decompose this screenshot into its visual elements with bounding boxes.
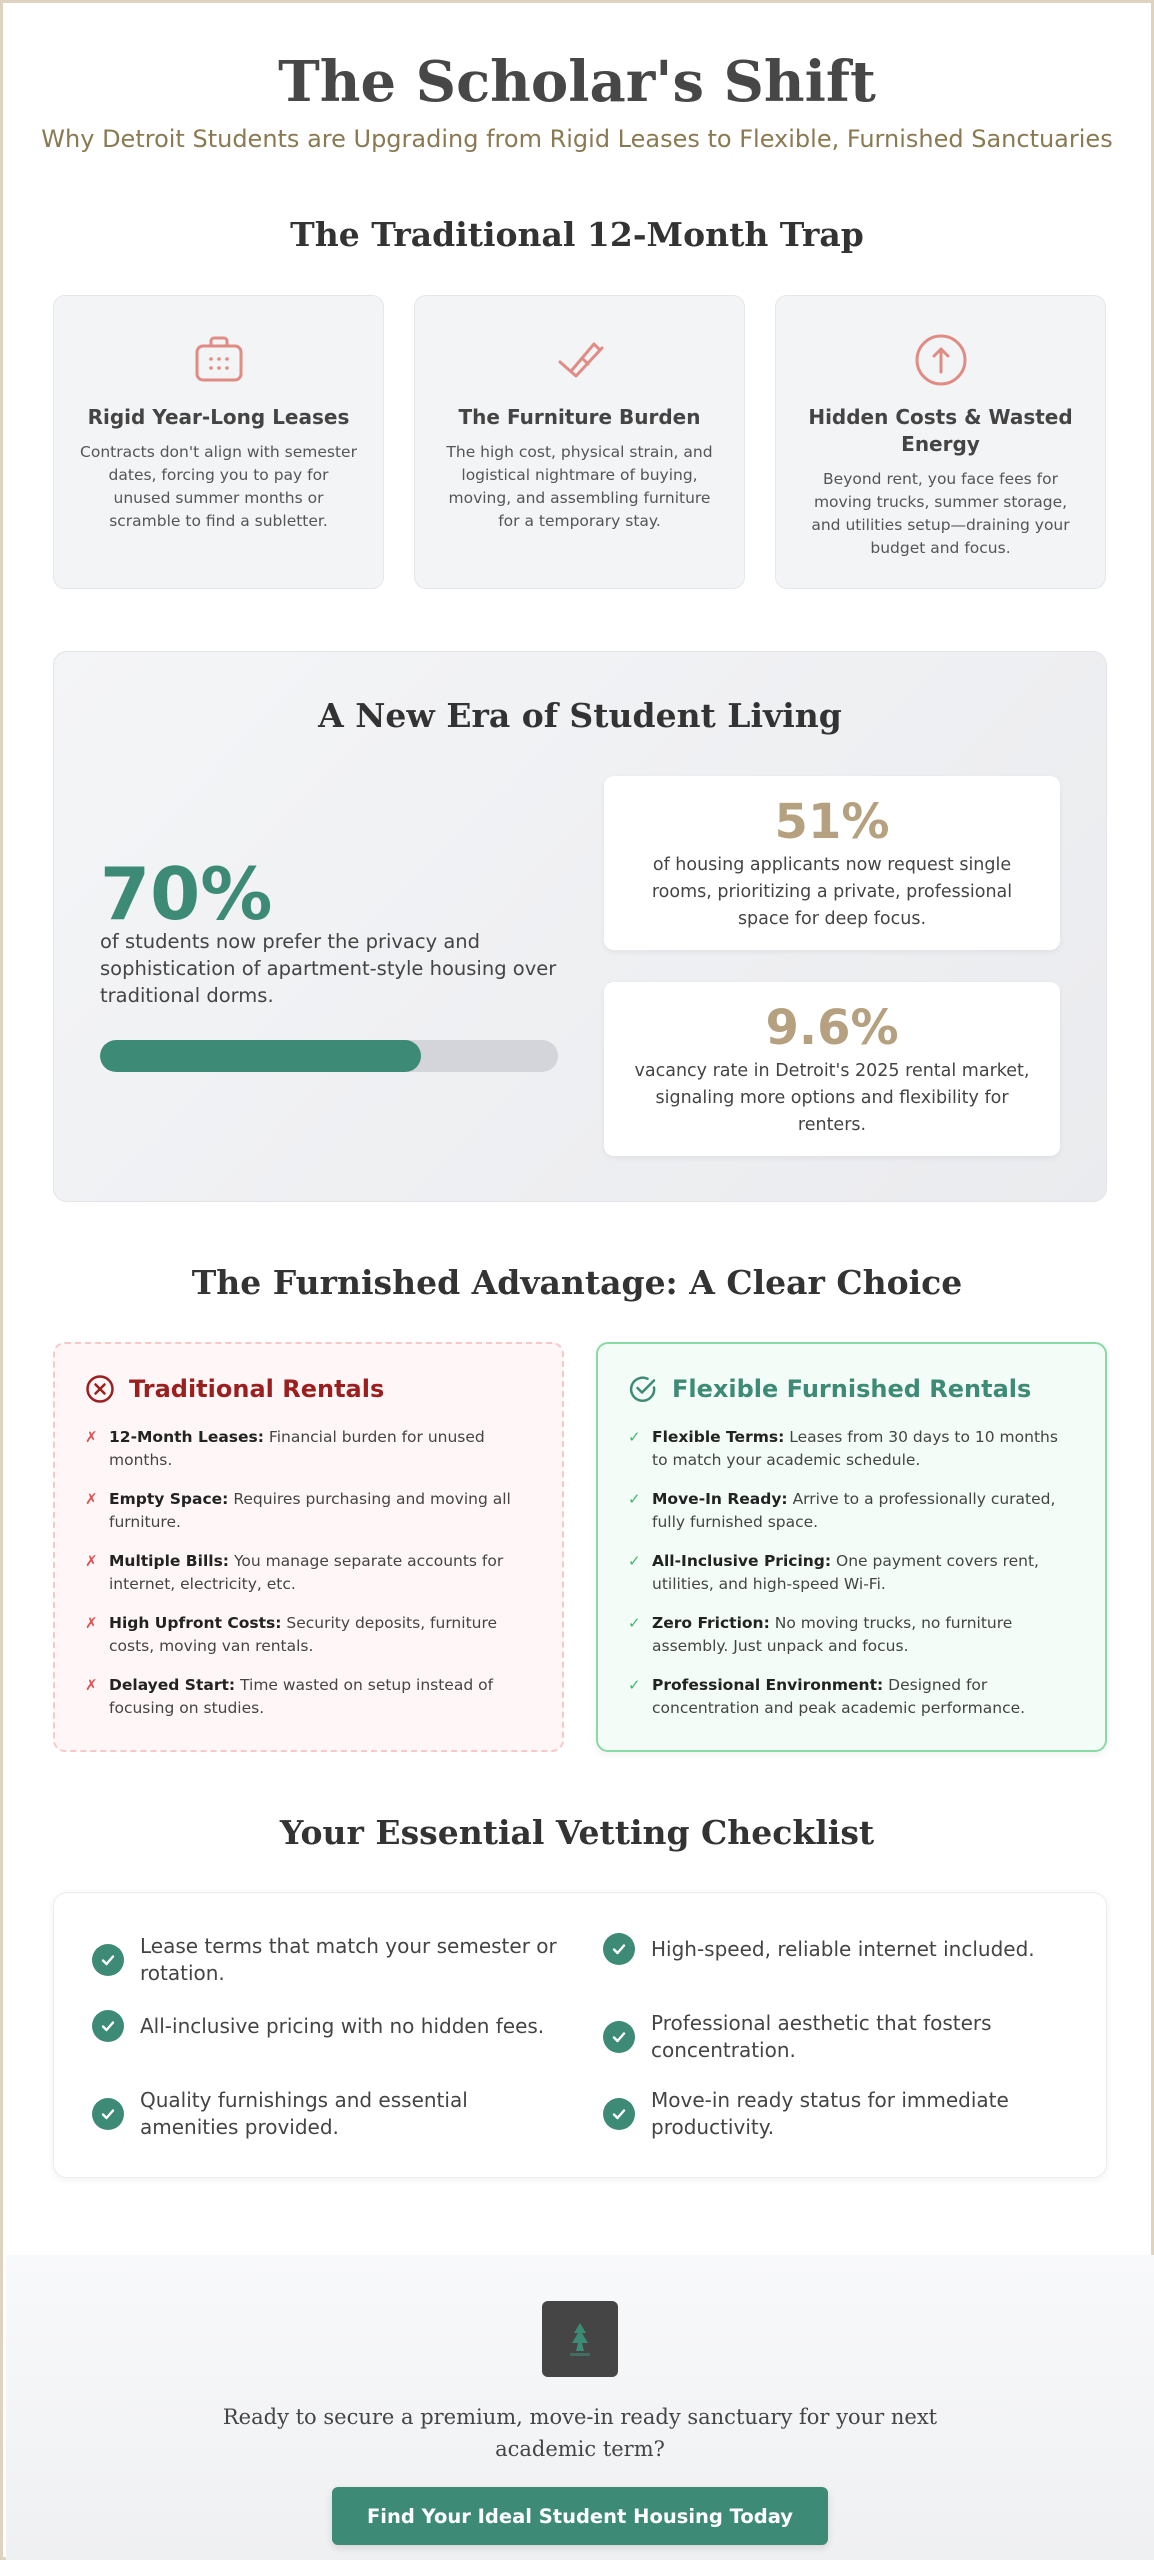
- stat-card-description: of housing applicants now request single rooms, prioritizing a private, professional space for deep focus.: [651, 855, 1013, 929]
- list-item: ✓ All-Inclusive Pricing: One payment covers rent, utilities, and high-speed Wi-Fi.: [628, 1550, 1075, 1596]
- stat-card-value: 51%: [774, 794, 890, 850]
- traditional-rentals-card: [53, 1342, 564, 1752]
- furnished-rentals-list: [628, 1426, 1075, 1720]
- list-item: ✗ Delayed Start: Time wasted on setup instead of focusing on studies.: [85, 1674, 532, 1720]
- list-item: ✓ Move-In Ready: Arrive to a professionally curated, fully furnished space.: [628, 1488, 1075, 1534]
- stat-progress-bar: [100, 1040, 558, 1072]
- checklist-item: Quality furnishings and essential amenities provided.: [92, 2087, 562, 2141]
- cross-icon: ✗: [85, 1676, 98, 1694]
- main-stat-description: of students now prefer the privacy and sophistication of apartment-style housing over traditional dorms.: [100, 930, 557, 1007]
- checklist-panel: [53, 1892, 1107, 2178]
- check-icon: [603, 2021, 635, 2053]
- brand-logo: [542, 2301, 618, 2377]
- check-icon: ✓: [628, 1676, 641, 1694]
- main-stat-value: 70%: [100, 852, 273, 936]
- alert-icon: [913, 332, 969, 388]
- list-item: ✗ Multiple Bills: You manage separate accounts for internet, electricity, etc.: [85, 1550, 532, 1596]
- list-item: ✓ Flexible Terms: Leases from 30 days to 10 months to match your academic schedule.: [628, 1426, 1075, 1472]
- trap-card-title: Hidden Costs & Wasted Energy: [808, 405, 1073, 456]
- check-icon: ✓: [628, 1490, 641, 1508]
- check-icon: [603, 1933, 635, 1965]
- traditional-rentals-title: Traditional Rentals: [129, 1375, 385, 1403]
- logo-mark-icon: [560, 2317, 600, 2361]
- list-item: ✓ Professional Environment: Designed for concentration and peak academic performance.: [628, 1674, 1075, 1720]
- check-icon: ✓: [628, 1614, 641, 1632]
- check-icon: [92, 1944, 124, 1976]
- cross-icon: ✗: [85, 1428, 98, 1446]
- trap-card-title: Rigid Year-Long Leases: [87, 405, 350, 429]
- era-section-title: A New Era of Student Living: [318, 696, 842, 735]
- furnished-rentals-header: [628, 1374, 1075, 1404]
- trap-card-costs: [775, 295, 1106, 589]
- trap-card-body: The high cost, physical strain, and logistical nightmare of buying, moving, and assembling furniture for a temporary stay.: [446, 443, 713, 530]
- trap-card-body: Contracts don't align with semester dates, forcing you to pay for unused summer months or scramble to find a subletter.: [80, 443, 357, 530]
- trap-card-body: Beyond rent, you face fees for moving trucks, summer storage, and utilities setup—draining your budget and focus.: [811, 470, 1070, 557]
- hammer-icon: [552, 332, 608, 388]
- check-circle-icon: [628, 1374, 658, 1404]
- page-title: The Scholar's Shift: [278, 49, 876, 115]
- traditional-rentals-list: [85, 1426, 532, 1720]
- checklist-item: All-inclusive pricing with no hidden fees.: [92, 2010, 562, 2042]
- stat-card-single-rooms: [604, 776, 1060, 950]
- checklist-section-title: Your Essential Vetting Checklist: [279, 1813, 875, 1852]
- new-era-panel: [53, 651, 1107, 1202]
- check-icon: ✓: [628, 1428, 641, 1446]
- checklist-item: Professional aesthetic that fosters concentration.: [603, 2010, 1073, 2064]
- trap-card-furniture: [414, 295, 745, 589]
- list-item: ✓ Zero Friction: No moving trucks, no furniture assembly. Just unpack and focus.: [628, 1612, 1075, 1658]
- check-icon: [603, 2098, 635, 2130]
- stat-card-value: 9.6%: [765, 1000, 899, 1056]
- cross-icon: ✗: [85, 1552, 98, 1570]
- page-subtitle: Why Detroit Students are Upgrading from Rigid Leases to Flexible, Furnished Sanctuaries: [41, 125, 1113, 153]
- stat-card-vacancy: [604, 982, 1060, 1156]
- cross-icon: ✗: [85, 1490, 98, 1508]
- list-item: ✗ 12-Month Leases: Financial burden for unused months.: [85, 1426, 532, 1472]
- trap-card-leases: [53, 295, 384, 589]
- checklist-item: Move-in ready status for immediate productivity.: [603, 2087, 1073, 2141]
- check-icon: [92, 2098, 124, 2130]
- trap-section-title: The Traditional 12-Month Trap: [290, 215, 864, 254]
- footer: [6, 2255, 1154, 2560]
- stat-progress-fill: [100, 1040, 421, 1072]
- calendar-icon: [191, 332, 247, 388]
- cross-icon: ✗: [85, 1614, 98, 1632]
- compare-section-title: The Furnished Advantage: A Clear Choice: [191, 1263, 963, 1302]
- list-item: ✗ Empty Space: Requires purchasing and moving all furniture.: [85, 1488, 532, 1534]
- stat-card-description: vacancy rate in Detroit's 2025 rental market, signaling more options and flexibility for renters.: [634, 1061, 1030, 1135]
- checklist-item: High-speed, reliable internet included.: [603, 1933, 1073, 1965]
- list-item: ✗ High Upfront Costs: Security deposits, furniture costs, moving van rentals.: [85, 1612, 532, 1658]
- checklist-item: Lease terms that match your semester or rotation.: [92, 1933, 562, 1987]
- traditional-rentals-header: [85, 1374, 532, 1404]
- find-housing-button[interactable]: Find Your Ideal Student Housing Today: [332, 2487, 828, 2545]
- check-icon: ✓: [628, 1552, 641, 1570]
- furnished-rentals-card: [596, 1342, 1107, 1752]
- trap-card-title: The Furniture Burden: [458, 405, 701, 429]
- footer-message: Ready to secure a premium, move-in ready sanctuary for your next academic term?: [222, 2405, 938, 2461]
- x-circle-icon: [85, 1374, 115, 1404]
- check-icon: [92, 2010, 124, 2042]
- furnished-rentals-title: Flexible Furnished Rentals: [672, 1375, 1032, 1403]
